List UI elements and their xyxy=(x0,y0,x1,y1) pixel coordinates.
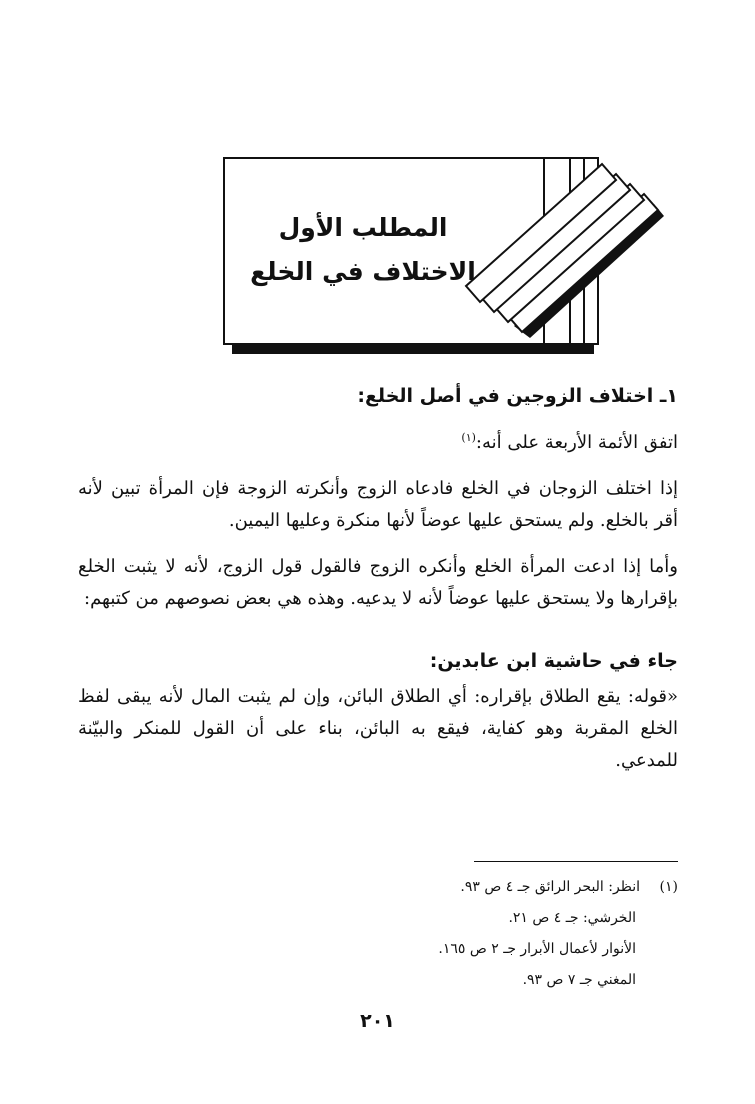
heading-line-2: الاختلاف في الخلع xyxy=(250,257,476,286)
footnote-line: الأنوار لأعمال الأبرار جـ ٢ ص ١٦٥. xyxy=(438,941,636,957)
heading-line-1: المطلب الأول xyxy=(278,213,448,242)
quote-paragraph: «قوله: يقع الطلاق بإقراره: أي الطلاق البائن، وإن لم يثبت المال لأنه يبقى لفظ الخلع المقربة وهو كفاية، فيقع به البائن، بناء على أن القول للمنكر والبيّنة للمدعي. xyxy=(78,686,678,771)
footnotes xyxy=(160,872,678,996)
source-heading: جاء في حاشية ابن عابدين: xyxy=(429,650,678,672)
intro-text: اتفق الأئمة الأربعة على أنه: xyxy=(475,432,678,453)
footnote-ref: (١) xyxy=(461,431,476,444)
footnote-line: الخرشي: جـ ٤ ص ٢١. xyxy=(508,910,636,926)
paragraph-2: وأما إذا ادعت المرأة الخلع وأنكره الزوج فالقول قول الزوج، لأنه لا يثبت الخلع بإقرارها ولا يستحق عليها عوضاً لأنه لا يدعيه. وهذه هي بعض نصوصهم من كتبهم: xyxy=(78,556,678,609)
footnote-text: انظر: البحر الرائق جـ ٤ ص ٩٣. xyxy=(460,879,640,895)
main-content xyxy=(78,378,678,777)
page-number: ٢٠١ xyxy=(360,1010,395,1032)
footnote-line: المغني جـ ٧ ص ٩٣. xyxy=(522,972,636,988)
footnote-divider xyxy=(474,861,678,862)
chapter-heading xyxy=(232,200,494,300)
paragraph-1: إذا اختلف الزوجان في الخلع فادعاه الزوج وأنكرته الزوجة فإن المرأة تبين لأنه أقر بالخلع. ولم يستحق عليها عوضاً لأنها منكرة وعليها اليمين. xyxy=(78,478,678,531)
intro-paragraph xyxy=(78,422,678,459)
section-title: ١ـ اختلاف الزوجين في أصل الخلع: xyxy=(357,385,678,407)
footnote-number: (١) xyxy=(659,879,678,895)
footnote-line xyxy=(160,872,678,903)
